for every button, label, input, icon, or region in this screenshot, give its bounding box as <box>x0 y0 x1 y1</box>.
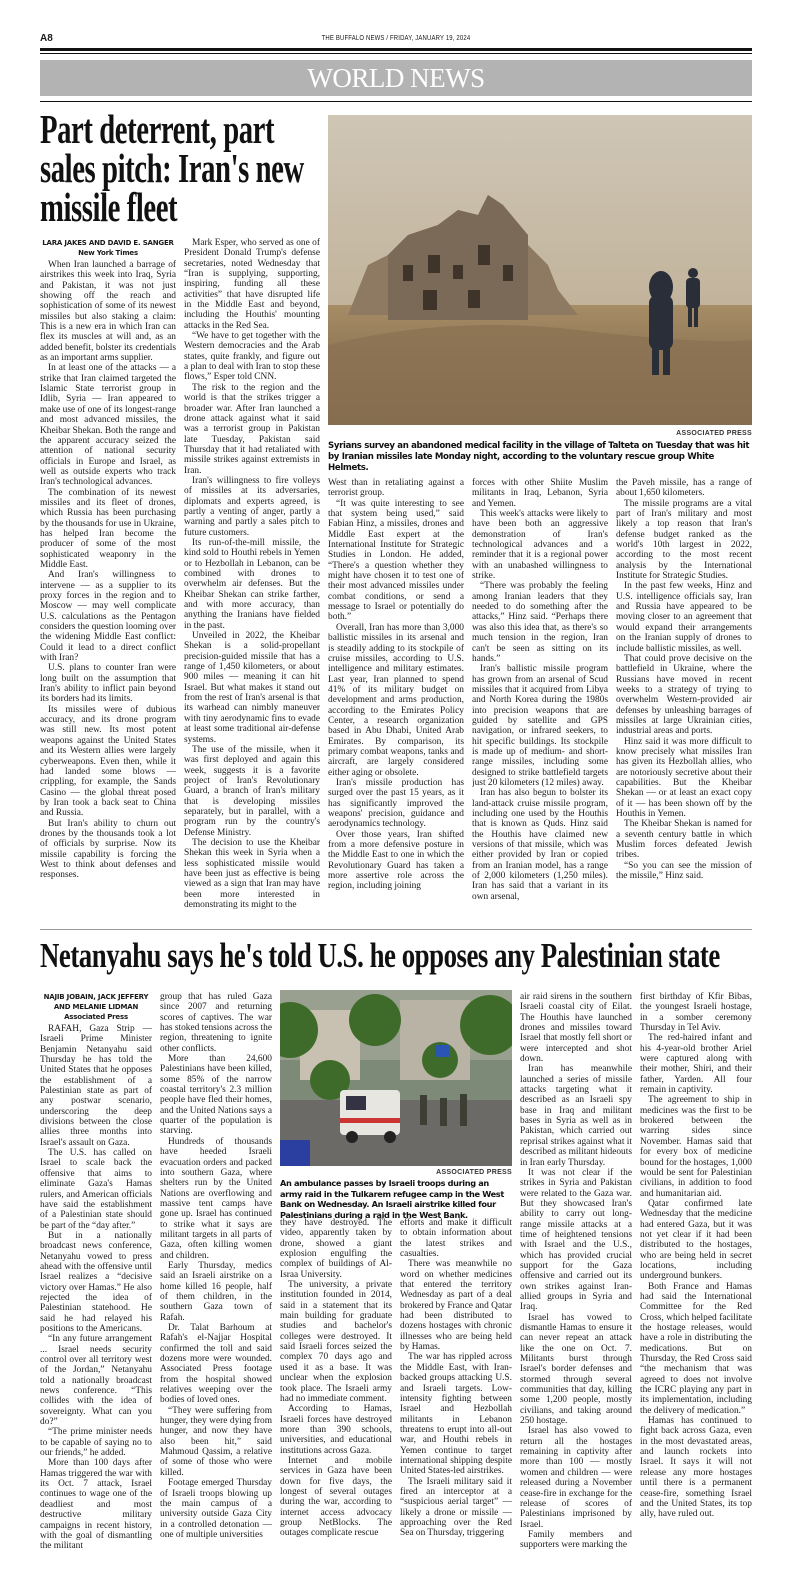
byline-organization: New York Times <box>78 249 138 257</box>
article-paragraph: Qatar confirmed late Wednesday that the medicine had entered Gaza, but it was not yet clear if it had been distributed to the hostages, who are being held in secret locations, including underground bunkers. <box>640 1198 752 1282</box>
article-paragraph: More than 24,600 Palestinians have been killed, some 85% of the narrow coastal territory's 2.3 million people have fled their homes, and the United Nations says a quarter of the population is starving. <box>160 1054 272 1137</box>
article-paragraph: “So you can see the mission of the missile,” Hinz said. <box>616 860 752 882</box>
article-paragraph: According to Hamas, Israeli forces have destroyed more than 390 schools, universities, and educational institutions across Gaza. <box>280 1404 392 1456</box>
article-column <box>184 238 320 922</box>
article-paragraph: Family members and supporters were marking the <box>520 1529 632 1551</box>
article-paragraph: When Iran launched a barrage of airstrikes this week into Iraq, Syria and Pakistan, it was not just showing off the reach and sophistication of some of its newest missiles but also staking a claim: This is a new era in which Iran can flex its muscles at will and, as an added benefit, bolster its credentials as an important arms supplier. <box>40 260 176 364</box>
header-rule <box>40 48 752 51</box>
article-paragraph: More than 100 days after Hamas triggered the war with its Oct. 7 attack, Israel continues to wage one of the deadliest and most destructive military campaigns in recent history, with the goal of dismantling the militant <box>40 1458 152 1552</box>
article-paragraph: The missile programs are a vital part of Iran's military and most likely a top reason that Iran's defense budget ranked as the world's 10th largest in 2022, according to the most recent analysis by the International Institute for Strategic Studies. <box>616 498 752 582</box>
article-paragraph: And Iran's willingness to intervene — as a supplier to its proxy forces in the region and to Moscow — may well complicate U.S. calculations as the Pentagon considers the question looming over the widening Middle East conflict: Could it lead to a direct conflict with Iran? <box>40 570 176 664</box>
article-paragraph: Over those years, Iran shifted from a more defensive posture in the Middle East to one in which the Revolutionary Guard has taken a more assertive role across the region, including joining <box>328 829 464 892</box>
article-paragraph: In the past few weeks, Hinz and U.S. intelligence officials say, Iran and Russia have appeared to be moving closer to an agreement that would expand their arrangements on the Iranian supply of drones to include ballistic missiles, as well. <box>616 581 752 654</box>
article-paragraph: Hinz said it was more difficult to know precisely what missiles Iran has given its Hezbollah allies, who are notoriously secretive about their capabilities. But the Kheibar Shekan — or at least an exact copy of it — has been shown off by the Houthis in Yemen. <box>616 736 752 819</box>
photo-caption: Syrians survey an abandoned medical facility in the village of Talteta on Tuesday that was hit by Iranian missiles late Monday night, according to the voluntary rescue group White Helmets. <box>328 441 750 473</box>
article-paragraph: Dr. Talat Barhoum at Rafah's el-Najjar Hospital confirmed the toll and said dozens more were wounded. Associated Press footage from the hospital showed relatives weeping over the bodies of loved ones. <box>160 1323 272 1406</box>
article-paragraph: Iran has also begun to bolster its land-attack cruise missile program, including one used by the Houthis that is known as Quds. Hinz said the Houthis have claimed new versions of that missile, which was either provided by Iran or copied from an Iranian model, has a range of 2,000 kilometers (1,250 miles). Iran has said that a variant in its own arsenal, <box>472 788 608 902</box>
article-paragraph: The U.S. has called on Israel to scale back the offensive that aims to eliminate Gaza's Hamas rulers, and American officials have said the establishment of a Palestinian state should be part of the “day after.” <box>40 1148 152 1231</box>
article-column <box>328 478 464 922</box>
article-paragraph: Its run-of-the-mill missile, the kind sold to Houthi rebels in Yemen or to Hezbollah in Lebanon, can be combined with drones to overwhelm air defenses. But the Kheibar Shekan can strike farther, and with more accuracy, than anything the Iranians have fielded in the past. <box>184 537 320 631</box>
article-paragraph: The Kheibar Shekan is named for a seventh century battle in which Muslim forces defeated Jewish tribes. <box>616 819 752 861</box>
headline-netanyahu: Netanyahu says he's told U.S. he opposes any Palestinian state <box>40 936 720 975</box>
photo-credit: ASSOCIATED PRESS <box>676 430 752 437</box>
photo-credit: ASSOCIATED PRESS <box>436 1169 512 1176</box>
article-paragraph: Overall, Iran has more than 3,000 ballistic missiles in its arsenal and is steadily adding to its stockpile of cruise missiles, according to U.S. intelligence and military estimates. Last year, Iran planned to spend 41% of its military budget on development and arms production, according to the Emirates Policy Center, a research organization based in Abu Dhabi, United Arab Emirates. By comparison, its primary combat weapons, tanks and aircraft, are largely considered either aging or obsolete. <box>328 622 464 778</box>
article-paragraph: Iran's ballistic missile program has grown from an arsenal of Scud missiles that it acquired from Libya and North Korea during the 1980s into precision weapons that are guided by satellite and GPS navigation, or infrared seekers, to hit specific buildings. Its stockpile is made up of medium- and short-range missiles, including some designed to strike battlefield targets just 20 kilometers (12 miles) away. <box>472 664 608 788</box>
article-paragraph: The use of the missile, when it was first deployed and again this week, suggests it is a favorite project of Iran's Revolutionary Guard, a branch of Iran's military that is developing missiles separately, but in parallel, with a program run by the country's Defense Ministry. <box>184 744 320 838</box>
dateline: THE BUFFALO NEWS / FRIDAY, JANUARY 19, 2024 <box>321 35 471 42</box>
article-paragraph: Both France and Hamas had said the International Committee for the Red Cross, which helped facilitate the hostage releases, would have a role in distributing the medications. But on Thursday, the Red Cross said “the mechanism that was agreed to does not involve the ICRC playing any part in its implementation, including the delivery of medication.” <box>640 1281 752 1416</box>
article-paragraph: the Paveh missile, has a range of about 1,650 kilometers. <box>616 478 752 499</box>
article-paragraph: West than in retaliating against a terrorist group. <box>328 478 464 499</box>
article-paragraph: “In any future arrangement ... Israel needs security control over all territory west of the Jordan,” Netanyahu told a nationally broadcast news conference. “This collides with the idea of sovereignty. What can you do?” <box>40 1334 152 1428</box>
street-raid-image <box>280 990 512 1166</box>
article-paragraph: Early Thursday, medics said an Israeli airstrike on a home killed 16 people, half of them children, in the southern Gaza town of Rafah. <box>160 1260 272 1323</box>
article-paragraph: “There was probably the feeling among Iranian leaders that they needed to do something after the attacks,” Hinz said. “Perhaps there was also this idea that, as there's so much tension in the region, Iran can't be seen as sitting on its hands.” <box>472 581 608 664</box>
article-column <box>640 992 752 1572</box>
byline-authors: LARA JAKES AND DAVID E. SANGER <box>42 239 174 247</box>
article-paragraph: The risk to the region and the world is that the strikes trigger a broader war. After Iran launched a drone attack against what it said was a terrorist group in Pakistan late Tuesday, Pakistan said Thursday that it had retaliated with missile strikes against extremists in Iran. <box>184 382 320 476</box>
article-paragraph: group that has ruled Gaza since 2007 and returning scores of captives. The war has stoked tensions across the region, threatening to ignite other conflicts. <box>160 992 272 1054</box>
page-number: A8 <box>40 33 53 44</box>
article-column <box>400 1218 512 1572</box>
article-paragraph: Footage emerged Thursday of Israeli troops blowing up the main campus of a university outside Gaza City in a controlled detonation — one of multiple universities <box>160 1478 272 1540</box>
section-banner: WORLD NEWS <box>40 60 752 96</box>
ruined-building-image <box>328 115 752 425</box>
article-paragraph: But Iran's ability to churn out drones by the thousands took a lot of officials by surprise. Now its missile capability is forcing the West to think about defenses and responses. <box>40 818 176 881</box>
article-paragraph: The Israeli military said it fired an interceptor at a “suspicious aerial target” — likely a drone or missile — approaching over the Red Sea on Thursday, triggering <box>400 1476 512 1539</box>
article-paragraph: “It was quite interesting to see that system being used,” said Fabian Hinz, a missiles, drones and Middle East expert at the International Institute for Strategic Studies in London. He added, “There's a question whether they might have chosen it to test one of their most advanced missiles under combat conditions, or send a message to Israel or potentially do both.” <box>328 498 464 623</box>
article-paragraph: Hamas has continued to fight back across Gaza, even in the most devastated areas, and launch rockets into Israel. It says it will not release any more hostages until there is a permanent cease-fire, something Israel and the United States, its top ally, have ruled out. <box>640 1416 752 1520</box>
article-paragraph: The agreement to ship in medicines was the first to be brokered between the warring sides since November. Hamas said that for every box of medicine bound for the hostages, 1,000 would be sent for Palestinian civilians, in addition to food and humanitarian aid. <box>640 1095 752 1199</box>
article-paragraph: Iran's missile production has surged over the past 15 years, as it has significantly improved the weapons' precision, guidance and aerodynamics technology. <box>328 777 464 830</box>
byline <box>40 992 152 1022</box>
article-paragraph: The university, a private institution founded in 2014, said in a statement that its main building for graduate studies and bachelor's colleges were destroyed. It said Israeli forces seized the complex 70 days ago and used it as a base. It was unclear when the explosion took place. The Israeli army had no immediate comment. <box>280 1280 392 1404</box>
article-paragraph: The war has rippled across the Middle East, with Iran-backed groups attacking U.S. and Israeli targets. Low-intensity fighting between Israel and Hezbollah militants in Lebanon threatens to erupt into all-out war, and Houthi rebels in Yemen continue to target international shipping despite United States-led airstrikes. <box>400 1352 512 1477</box>
article-paragraph: Iran's willingness to fire volleys of missiles at its adversaries, diplomats and experts agreed, is partly a venting of anger, partly a warning and partly a sales pitch to future customers. <box>184 475 320 538</box>
article-paragraph: “The prime minister needs to be capable of saying no to our friends,” he added. <box>40 1427 152 1459</box>
section-rule <box>40 101 752 102</box>
byline-authors: NAJIB JOBAIN, JACK JEFFERY AND MELANIE LIDMAN <box>43 993 149 1011</box>
article-paragraph: Hundreds of thousands have heeded Israeli evacuation orders and packed into southern Gaza, where shelters run by the United Nations are overflowing and massive tent camps have gone up. Israel has continued to strike what it says are militant targets in all parts of Gaza, often killing women and children. <box>160 1136 272 1261</box>
article-paragraph: forces with other Shiite Muslim militants in Iraq, Lebanon, Syria and Yemen. <box>472 478 608 509</box>
article-column <box>616 478 752 922</box>
photo-caption: An ambulance passes by Israeli troops during an army raid in the Tulkarem refugee camp in the West Bank on Wednesday. An Israeli airstrike killed four Palestinians during a raid in the West Bank. <box>280 1178 504 1220</box>
photo-ruined-medical-facility <box>328 115 752 425</box>
article-column <box>40 992 152 1572</box>
byline <box>40 238 176 258</box>
article-column <box>520 992 632 1572</box>
article-paragraph: In at least one of the attacks — a strike that Iran claimed targeted the Islamic State terrorist group in Idlib, Syria — Iran appeared to make use of one of its longest-range and most advanced missiles, the Kheibar Shekan. Both the range and the apparent accuracy seized the attention of national security officials in Europe and Israel, as well as outside experts who track Iran's technological advances. <box>40 363 176 488</box>
article-column <box>40 238 176 922</box>
article-column <box>160 992 272 1572</box>
article-paragraph: they have destroyed. The video, apparently taken by drone, showed a giant explosion engulfing the complex of buildings of Al-Israa University. <box>280 1218 392 1280</box>
article-paragraph: This week's attacks were likely to have been both an aggressive demonstration of Iran's technological advances and a reminder that it is a regional power with an unabashed willingness to strike. <box>472 509 608 582</box>
article-paragraph: “We have to get together with the Western democracies and the Arab states, quite frankly, and figure out a plan to deal with Iran to stop these flows,” Esper told CNN. <box>184 331 320 383</box>
article-paragraph: U.S. plans to counter Iran were long built on the assumption that Iran's ability to inflict pain beyond its borders had its limits. <box>40 663 176 705</box>
article-column <box>472 478 608 922</box>
article-paragraph: That could prove decisive on the battlefield in Ukraine, where the Russians have moved in recent weeks to a strategy of trying to overwhelm Western-provided air defenses by unleashing barrages of missiles at large Ukrainian cities, industrial areas and ports. <box>616 653 752 737</box>
photo-west-bank-raid <box>280 990 512 1166</box>
article-paragraph: Israel has also vowed to return all the hostages remaining in captivity after more than 100 — mostly women and children — were released during a November cease-fire in exchange for the release of scores of Palestinians imprisoned by Israel. <box>520 1426 632 1530</box>
byline-organization: Associated Press <box>64 1013 128 1021</box>
article-paragraph: But in a nationally broadcast news conference, Netanyahu vowed to press ahead with the offensive until Israel realizes a “decisive victory over Hamas.” He also rejected the idea of Palestinian statehood. He said he had relayed his positions to the Americans. <box>40 1230 152 1334</box>
article-paragraph: RAFAH, Gaza Strip — Israeli Prime Minister Benjamin Netanyahu said Thursday he has told the United States that he opposes the establishment of a Palestinian state as part of any postwar scenario, underscoring the deep divisions between the close allies three months into Israel's assault on Gaza. <box>40 1024 152 1148</box>
article-paragraph: There was meanwhile no word on whether medicines that entered the territory Wednesday as part of a deal brokered by France and Qatar had been distributed to dozens hostages with chronic illnesses who are being held by Hamas. <box>400 1259 512 1353</box>
article-paragraph: Its missiles were of dubious accuracy, and its drone program was still new. Its most potent weapons against the United States and its Western allies were largely cyberweapons. Even then, while it had landed some blows — crippling, for example, the Sands Casino — the global threat posed by Iran took a back seat to China and Russia. <box>40 704 176 819</box>
article-paragraph: first birthday of Kfir Bibas, the youngest Israeli hostage, in a somber ceremony Thursday in Tel Aviv. <box>640 992 752 1034</box>
article-paragraph: Unveiled in 2022, the Kheibar Shekan is a solid-propellant precision-guided missile that has a range of 1,450 kilometers, or about 900 miles — meaning it can hit Israel. But what makes it stand out from the rest of Iran's arsenal is that its warhead can nimbly maneuver with tiny aerodynamic fins to evade at least some traditional air-defense systems. <box>184 631 320 745</box>
article-paragraph: Mark Esper, who served as one of President Donald Trump's defense secretaries, noted Wednesday that “Iran is supplying, supporting, inspiring, funding all these activities” that have disrupted life in the Middle East and beyond, including the Houthis' mounting attacks in the Red Sea. <box>184 238 320 331</box>
article-paragraph: The combination of its newest missiles and its fleet of drones, which Russia has been purchasing by the thousands for use in Ukraine, has helped Iran become the producer of some of the most sophisticated weaponry in the Middle East. <box>40 487 176 570</box>
article-paragraph: The decision to use the Kheibar Shekan this week in Syria when a less sophisticated missile would have been just as effective is being viewed as a sign that Iran may have been more interested in demonstrating its might to the <box>184 837 320 910</box>
article-paragraph: Internet and mobile services in Gaza have been down for five days, the longest of several outages during the war, according to internet access advocacy group NetBlocks. The outages complicate rescue <box>280 1455 392 1539</box>
article-column <box>280 1218 392 1572</box>
article-paragraph: air raid sirens in the southern Israeli coastal city of Eilat. The Houthis have launched drones and missiles toward Israel that mostly fell short or were intercepted and shot down. <box>520 992 632 1065</box>
headline-iran-missiles: Part deterrent, part sales pitch: Iran's new missile fleet <box>40 106 304 230</box>
article-paragraph: Israel has vowed to dismantle Hamas to ensure it can never repeat an attack like the one on Oct. 7. Militants burst through Israel's border defenses and stormed through several communities that day, killing some 1,200 people, mostly civilians, and taking around 250 hostage. <box>520 1312 632 1427</box>
article-paragraph: efforts and make it difficult to obtain information about the latest strikes and casualties. <box>400 1218 512 1260</box>
article-paragraph: “They were suffering from hunger, they were dying from hunger, and now they have also been hit,” said Mahmoud Qassim, a relative of some of those who were killed. <box>160 1405 272 1478</box>
article-paragraph: The red-haired infant and his 4-year-old brother Ariel were captured along with their mother, Shiri, and their father, Yarden. All four remain in captivity. <box>640 1033 752 1096</box>
article-paragraph: It was not clear if the strikes in Syria and Pakistan were related to the Gaza war. But they showcased Iran's ability to carry out long-range missile attacks at a time of heightened tensions with Israel and the U.S., which has provided crucial support for the Gaza offensive and carried out its own strikes against Iran-allied groups in Syria and Iraq. <box>520 1167 632 1313</box>
header-rule-thin <box>40 53 752 54</box>
article-divider <box>40 929 752 930</box>
article-paragraph: Iran has meanwhile launched a series of missile attacks targeting what it described as an Israeli spy base in Iraq and militant bases in Syria as well as in Pakistan, which carried out reprisal strikes against what it described as militant hideouts in Iran early Thursday. <box>520 1064 632 1168</box>
